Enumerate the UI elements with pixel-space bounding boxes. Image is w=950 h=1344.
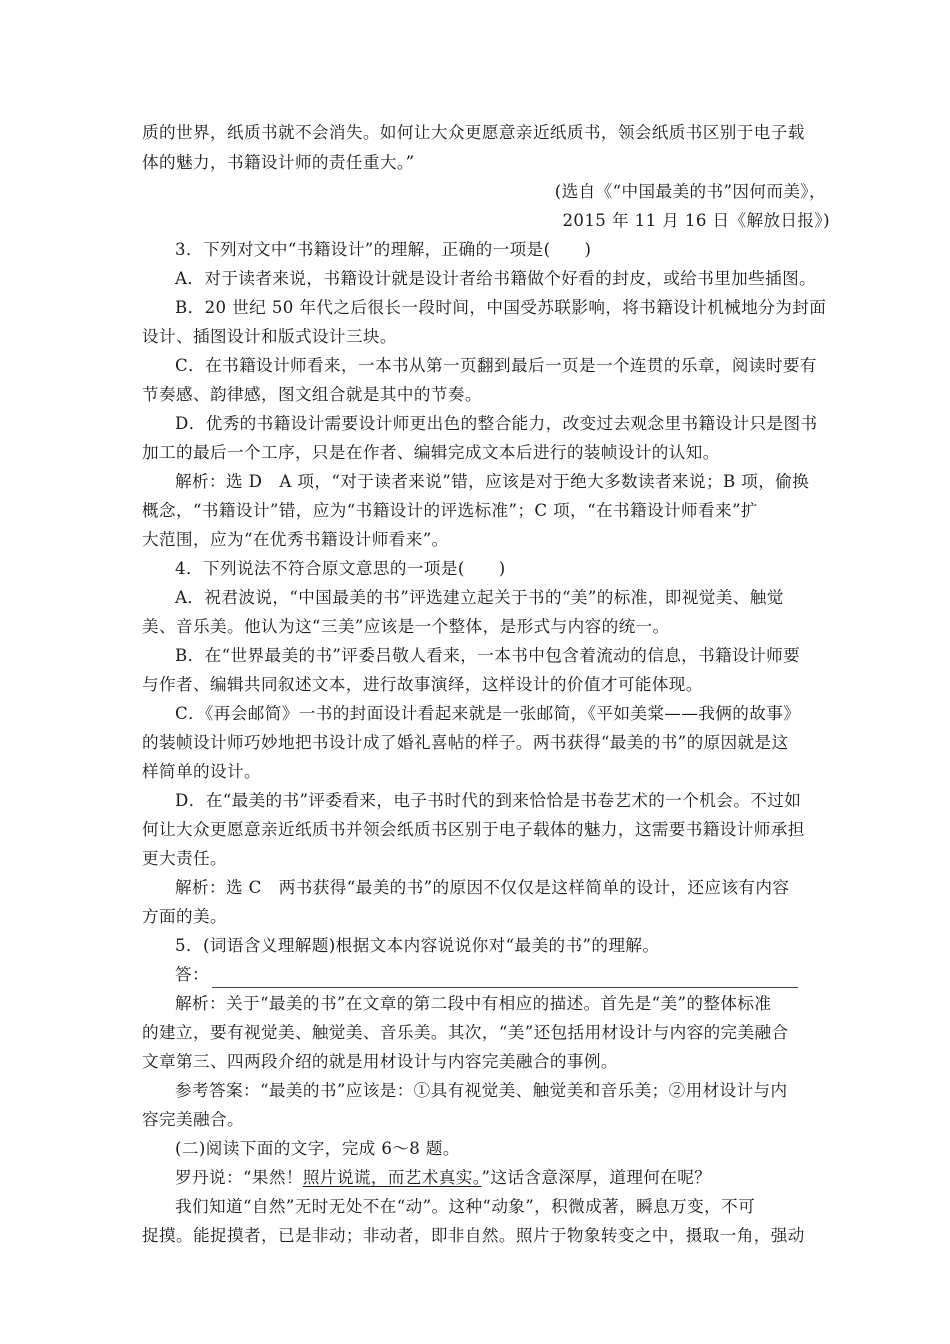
text-line: 更大责任。 bbox=[142, 849, 227, 868]
text-line: 节奏感、韵律感，图文组合就是其中的节奏。 bbox=[142, 385, 482, 404]
text-line: 美、音乐美。他认为这“三美”应该是一个整体，是形式与内容的统一。 bbox=[142, 617, 670, 636]
option-b: B．20 世纪 50 年代之后很长一段时间，中国受苏联影响，将书籍设计机械地分为封面 bbox=[175, 298, 827, 317]
question-3: 3．下列对文中“书籍设计”的理解，正确的一项是( ) bbox=[175, 240, 592, 259]
text-line: 容完美融合。 bbox=[142, 1110, 244, 1129]
text-line: 加工的最后一个工序，只是在作者、编辑完成文本后进行的装帧设计的认知。 bbox=[142, 443, 720, 462]
option-d: D．优秀的书籍设计需要设计师更出色的整合能力，改变过去观念里书籍设计只是图书 bbox=[175, 414, 818, 433]
answer-label: 答： bbox=[175, 965, 209, 984]
analysis-3: 解析：选 D A 项，“对于读者来说”错，应该是对于绝大多数读者来说；B 项，偷换 bbox=[175, 472, 810, 491]
question-4: 4．下列说法不符合原文意思的一项是( ) bbox=[175, 559, 506, 578]
option-a: A．对于读者来说，书籍设计就是设计者给书籍做个好看的封皮，或给书里加些插图。 bbox=[175, 269, 817, 288]
passage-line: 捉摸。能捉摸者，已是非动；非动者，即非自然。照片于物象转变之中，摄取一角，强动 bbox=[142, 1226, 805, 1245]
option-d: D．在“最美的书”评委看来，电子书时代的到来恰恰是书卷艺术的一个机会。不过如 bbox=[175, 791, 802, 810]
passage-line: 我们知道“自然”无时无处不在“动”。这种“动象”，积微成著，瞬息万变，不可 bbox=[175, 1197, 756, 1216]
text-line: 的建立，要有视觉美、触觉美、音乐美。其次，“美”还包括用材设计与内容的完美融合 bbox=[142, 1023, 789, 1042]
source-citation-line: 2015 年 11 月 16 日《解放日报》) bbox=[562, 211, 830, 230]
source-citation-line: (选自《“中国最美的书”因何而美》， bbox=[554, 182, 826, 201]
text-line: 何让大众更愿意亲近纸质书并领会纸质书区别于电子载体的魅力，这需要书籍设计师承担 bbox=[142, 820, 805, 839]
passage-text: 罗丹说：“果然！ bbox=[175, 1168, 303, 1187]
option-c: C．《再会邮简》一书的封面设计看起来就是一张邮简，《平如美棠——我俩的故事》 bbox=[175, 704, 801, 723]
text-line: 质的世界，纸质书就不会消失。如何让大众更愿意亲近纸质书，领会纸质书区别于电子载 bbox=[142, 123, 805, 142]
passage-text: ”这话含意深厚，道理何在呢？ bbox=[481, 1168, 712, 1187]
underlined-quote: 照片说谎，而艺术真实。 bbox=[302, 1168, 482, 1187]
analysis-5: 解析：关于“最美的书”在文章的第二段中有相应的描述。首先是“美”的整体标准 bbox=[175, 994, 772, 1013]
text-line: 设计、插图设计和版式设计三块。 bbox=[142, 327, 397, 346]
text-line: 大范围，应为“在优秀书籍设计师看来”。 bbox=[142, 530, 449, 549]
question-5: 5．(词语含义理解题)根据文本内容说说你对“最美的书”的理解。 bbox=[175, 936, 660, 955]
reference-answer: 参考答案：“最美的书”应该是：①具有视觉美、触觉美和音乐美；②用材设计与内 bbox=[175, 1081, 788, 1100]
answer-blank-line bbox=[212, 987, 798, 988]
text-line: 方面的美。 bbox=[142, 907, 227, 926]
text-line: 体的魅力，书籍设计师的责任重大。” bbox=[142, 153, 415, 172]
section-heading: (二)阅读下面的文字，完成 6～8 题。 bbox=[175, 1139, 460, 1158]
text-line: 概念，“书籍设计”错，应为“书籍设计的评选标准”；C 项，“在书籍设计师看来”扩 bbox=[142, 501, 758, 520]
analysis-4: 解析：选 C 两书获得“最美的书”的原因不仅仅是这样简单的设计，还应该有内容 bbox=[175, 878, 790, 897]
text-line: 的装帧设计师巧妙地把书设计成了婚礼喜帖的样子。两书获得“最美的书”的原因就是这 bbox=[142, 733, 789, 752]
option-b: B．在“世界最美的书”评委吕敬人看来，一本书中包含着流动的信息，书籍设计师要 bbox=[175, 646, 801, 665]
text-line: 与作者、编辑共同叙述文本，进行故事演绎，这样设计的价值才可能体现。 bbox=[142, 675, 703, 694]
option-a: A．祝君波说，“中国最美的书”评选建立起关于书的“美”的标准，即视觉美、触觉 bbox=[175, 588, 784, 607]
text-line: 样简单的设计。 bbox=[142, 762, 261, 781]
option-c: C．在书籍设计师看来，一本书从第一页翻到最后一页是一个连贯的乐章，阅读时要有 bbox=[175, 356, 817, 375]
passage-line bbox=[175, 1168, 711, 1188]
text-line: 文章第三、四两段介绍的就是用材设计与内容完美融合的事例。 bbox=[142, 1052, 618, 1071]
